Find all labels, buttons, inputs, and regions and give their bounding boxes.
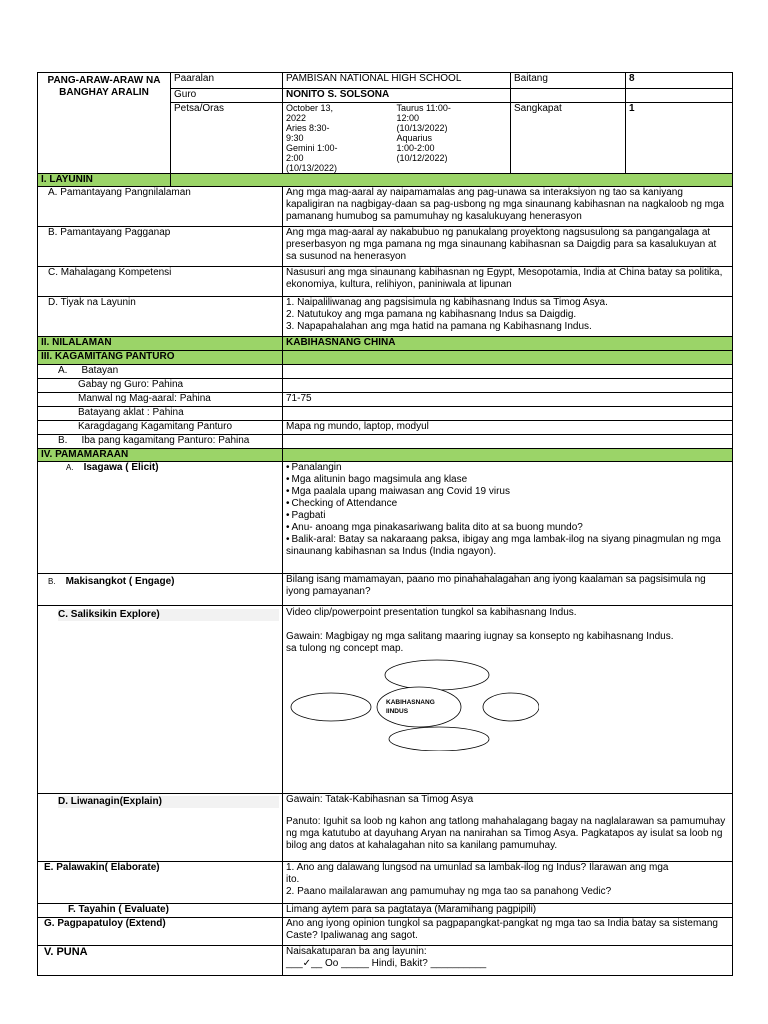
karagdagang-value: Mapa ng mundo, laptop, modyul [283,421,733,435]
tiyak-na-layunin-list [283,297,733,337]
paaralan-label: Paaralan [171,73,283,89]
empty-cell [626,89,733,103]
isagawa-item: • Balik-aral: Batay sa nakaraang paksa, ibigay ang mga lambak-ilog na siyang pinagmulan ng mga sinaunang kabihasnan sa Indus (India ngayon). [286,534,729,558]
empty-cell [511,89,626,103]
concept-map [286,659,729,751]
section-bar [171,174,733,187]
petsa-right-3: Aquarius 1:00-2:00 [396,133,435,153]
concept-map-center-label: IINDUS [386,708,409,715]
petsa-right-1: Taurus 11:00-12:00 [396,103,451,123]
empty-cell [283,407,733,421]
pamamaraan-heading: IV. PAMAMARAAN [38,449,283,462]
petsa-left-3: Gemini 1:00-2:00 [286,143,338,163]
empty-cell [283,379,733,393]
isagawa-item: • Mga paalala upang maiwasan ang Covid 19 virus [286,486,729,498]
tiyak-na-layunin-label: D. Tiyak na Layunin [38,297,283,337]
liwanagin-text-2: Panuto: Iguhit sa loob ng kahon ang tatlong mahahalagang bagay na naglalarawan sa pamumuhay ng mga katutubo at dayuhang Aryan na nanirahan sa Timog Asya. Pagkatapos ay isulat sa loob ng bilog ang datos at kahalagahan nito sa kanilang pamumuhay. [286,816,726,851]
saliksikin-text-1: Video clip/powerpoint presentation tungkol sa kabihasnang Indus. [286,607,577,618]
palawakin-item: 1. Ano ang dalawang lungsod na umunlad sa lambak-ilog ng Indus? Ilarawan ang mga ito. [286,862,669,885]
pagpapatuloy-text: Ano ang iyong opinion tungkol sa pagpapangkat-pangkat ng mga tao sa India batay sa sistemang Caste? Ipaliwanag ang sagot. [283,918,733,946]
isagawa-item: • Pagbati [286,510,729,522]
puna-line-2: ___✓__ Oo _____ Hindi, Bakit? __________ [286,958,487,969]
iba-pang-kagamitan-label: B. Iba pang kagamitang Panturo: Pahina [38,435,283,449]
mahalagang-kompetensi-text: Nasusuri ang mga sinaunang kabihasnan ng Egypt, Mesopotamia, India at China batay sa politika, ekonomiya, kultura, relihiyon, paniniwala at lipunan [283,267,733,297]
baitang-value: 8 [626,73,733,89]
palawakin-list [283,862,733,904]
palawakin-item: 2. Paano mailalarawan ang pamumuhay ng mga tao sa panahong Vedic? [286,886,612,897]
guro-label: Guro [171,89,283,103]
karagdagang-label: Karagdagang Kagamitang Panturo [38,421,283,435]
tiyak-item: 3. Napapahalahan ang mga hatid na pamana ng Kabihasnang Indus. [286,321,592,332]
manwal-value: 71-75 [283,393,733,407]
isagawa-item: • Panalangin [286,462,729,474]
paaralan-value: PAMBISAN NATIONAL HIGH SCHOOL [283,73,511,89]
isagawa-label: $^{A.}$ Isagawa ( Elicit) [38,462,283,574]
concept-map-center-oval [377,687,461,727]
petsa-value [283,103,511,174]
saliksikin-text-2: Gawain: Magbigay ng mga salitang maaring iugnay sa konsepto ng kabihasnang Indus. [286,631,674,642]
section-bar [283,351,733,365]
pamantayang-pangnilalaman-text: Ang mga mag-aaral ay naipamamalas ang pag-unawa sa interaksiyon ng tao sa kaniyang kapaligiran na nagbigay-daan sa pag-usbong ng mga sinaunang kabihasnan na nagkaloob ng mga pamanang humubog sa pamumuhay ng kasalukuyang henerasyon [283,187,733,227]
liwanagin-text-1: Gawain: Tatak-Kabihasnan sa Timog Asya [286,794,474,805]
lesson-plan-table [37,72,733,976]
gabay-label: Gabay ng Guro: Pahina [38,379,283,393]
guro-value: NONITO S. SOLSONA [283,89,511,103]
manwal-label: Manwal ng Mag-aaral: Pahina [38,393,283,407]
concept-map-right-oval [483,693,539,721]
empty-cell [283,435,733,449]
petsa-right-2: (10/13/2022) [396,123,448,133]
puna-line-1: Naisakatuparan ba ang layunin: [286,946,427,957]
liwanagin-content [283,794,733,862]
pagpapatuloy-label: G. Pagpapatuloy (Extend) [38,918,283,946]
isagawa-item: • Anu- anoang mga pinakasariwang balita dito at sa buong mundo? [286,522,729,534]
makisangkot-text: Bilang isang mamamayan, paano mo pinahahalagahan ang iyong kaalaman sa pagsisimula ng iyong pamayanan? [283,574,733,606]
petsa-left-1: October 13, 2022 [286,103,334,123]
kagamitan-heading: III. KAGAMITANG PANTURO [38,351,283,365]
puna-content [283,946,733,976]
saliksikin-text-3: sa tulong ng concept map. [286,643,404,654]
nilalaman-value: KABIHASNANG CHINA [283,337,733,351]
concept-map-bottom-oval [389,727,489,751]
concept-map-top-oval [385,660,489,690]
makisangkot-label: $^{B.}$ Makisangkot ( Engage) [38,574,283,606]
pamantayang-pagganap-label: B. Pamantayang Pagganap [38,227,283,267]
header-title: PANG-ARAW-ARAW NA BANGHAY ARALIN [38,73,171,174]
batayan-label: A. Batayan [38,365,283,379]
petsa-right-4: (10/12/2022) [396,153,448,163]
tiyak-item: 1. Naipaliliwanag ang pagsisimula ng kabihasnang Indus sa Timog Asya. [286,297,608,308]
mahalagang-kompetensi-label: C. Mahalagang Kompetensi [38,267,283,297]
palawakin-label: E. Palawakin( Elaborate) [38,862,283,904]
baitang-label: Baitang [511,73,626,89]
concept-map-center-label: KABIHASNANG [386,699,435,706]
section-bar [283,449,733,462]
saliksikin-content [283,606,733,794]
nilalaman-heading: II. NILALAMAN [38,337,283,351]
tayahin-text: Limang aytem para sa pagtataya (Maramihang pagpipili) [283,904,733,918]
isagawa-item: • Checking of Attendance [286,498,729,510]
concept-map-left-oval [291,693,371,721]
empty-cell [283,365,733,379]
puna-heading: V. PUNA [38,946,283,976]
pamantayang-pagganap-text: Ang mga mag-aaral ay nakabubuo ng panukalang proyektong nagsusulong sa pangangalaga at preserbasyon ng mga pamana ng mga sinaunang kabihasnan sa Daigdig para sa kasalukuyan at sa susunod na henerasyon [283,227,733,267]
tayahin-label: F. Tayahin ( Evaluate) [38,904,283,918]
batayang-aklat-label: Batayang aklat : Pahina [38,407,283,421]
isagawa-list [283,462,733,574]
petsa-left-4: (10/13/2022) [286,163,338,173]
sangkapat-value: 1 [626,103,733,174]
saliksikin-label: C. Saliksikin Explore) [38,606,283,794]
petsa-label: Petsa/Oras [171,103,283,174]
isagawa-item: • Mga alitunin bago magsimula ang klase [286,474,729,486]
tiyak-item: 2. Natutukoy ang mga pamana ng kabihasnang Indus sa Daigdig. [286,309,577,320]
liwanagin-label: D. Liwanagin(Explain) [38,794,283,862]
layunin-heading: I. LAYUNIN [38,174,171,187]
sangkapat-label: Sangkapat [511,103,626,174]
pamantayang-pangnilalaman-label: A. Pamantayang Pangnilalaman [38,187,283,227]
petsa-left-2: Aries 8:30-9:30 [286,123,330,143]
